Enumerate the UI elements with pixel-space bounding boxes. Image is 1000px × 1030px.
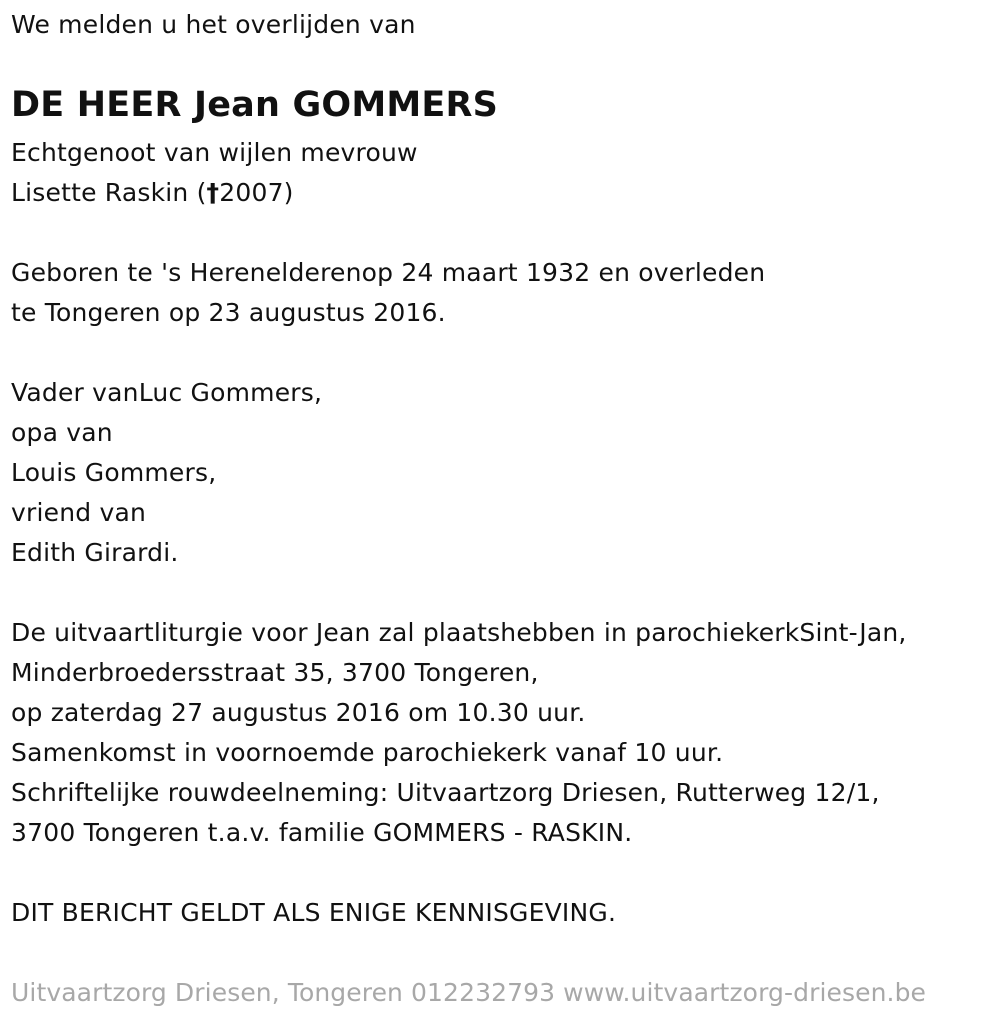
spouse-block xyxy=(11,133,418,213)
family-line: Edith Girardi. xyxy=(11,538,179,567)
funeral-line: Samenkomst in voornoemde parochiekerk vanaf 10 uur. xyxy=(11,738,724,767)
birth-death-block xyxy=(11,253,765,333)
spouse-name: Lisette Raskin ( xyxy=(11,178,207,207)
death-line: te Tongeren op 23 augustus 2016. xyxy=(11,298,446,327)
notice-text: DIT BERICHT GELDT ALS ENIGE KENNISGEVING. xyxy=(11,898,617,927)
family-line: Louis Gommers, xyxy=(11,458,217,487)
notice-block xyxy=(11,893,616,933)
spouse-death-year: 2007) xyxy=(219,178,294,207)
family-line: opa van xyxy=(11,418,113,447)
intro-text: We melden u het overlijden van xyxy=(11,10,416,39)
birth-line: Geboren te 's Herenelderenop 24 maart 1932 en overleden xyxy=(11,258,766,287)
funeral-home-footer: Uitvaartzorg Driesen, Tongeren 012232793 www.uitvaartzorg-driesen.be xyxy=(11,978,927,1007)
funeral-line: Schriftelijke rouwdeelneming: Uitvaartzorg Driesen, Rutterweg 12/1, xyxy=(11,778,880,807)
cross-icon: † xyxy=(206,178,220,207)
funeral-block xyxy=(11,613,907,853)
family-line: vriend van xyxy=(11,498,147,527)
funeral-line: 3700 Tongeren t.a.v. familie GOMMERS - RASKIN. xyxy=(11,818,633,847)
spouse-line-1: Echtgenoot van wijlen mevrouw xyxy=(11,138,418,167)
deceased-name: DE HEER Jean GOMMERS xyxy=(11,85,499,125)
funeral-line: De uitvaartliturgie voor Jean zal plaatshebben in parochiekerkSint-Jan, xyxy=(11,618,907,647)
funeral-line: op zaterdag 27 augustus 2016 om 10.30 uur. xyxy=(11,698,586,727)
spouse-line-2 xyxy=(11,173,418,213)
family-line: Vader vanLuc Gommers, xyxy=(11,378,323,407)
funeral-line: Minderbroedersstraat 35, 3700 Tongeren, xyxy=(11,658,539,687)
family-block xyxy=(11,373,322,573)
